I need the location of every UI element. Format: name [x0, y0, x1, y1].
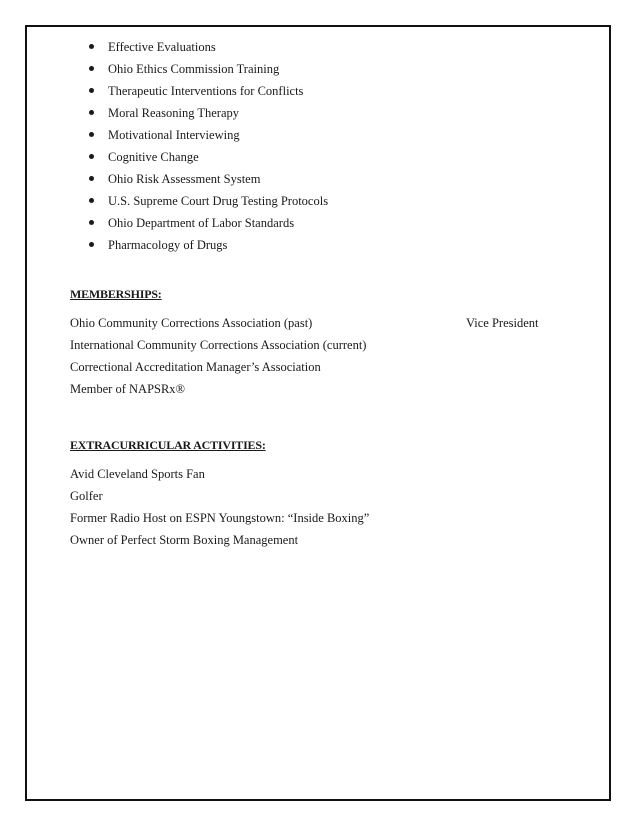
bullet-icon — [89, 176, 94, 181]
activity-item: Golfer — [70, 489, 103, 503]
extracurricular-heading: EXTRACURRICULAR ACTIVITIES: — [70, 438, 266, 452]
list-item — [80, 234, 328, 256]
membership-text: Ohio Community Corrections Association (past) — [70, 316, 313, 330]
membership-text: Correctional Accreditation Manager’s Association — [70, 360, 321, 374]
bullet-icon — [89, 242, 94, 247]
list-item — [80, 80, 328, 102]
skill-text: Effective Evaluations — [108, 40, 216, 54]
bullet-icon — [89, 66, 94, 71]
membership-item — [70, 334, 366, 356]
bullet-icon — [89, 154, 94, 159]
membership-item — [70, 356, 366, 378]
activity-item: Owner of Perfect Storm Boxing Management — [70, 533, 299, 547]
list-item — [80, 146, 328, 168]
membership-text: Member of NAPSRx® — [70, 382, 186, 396]
bullet-icon — [89, 220, 94, 225]
list-item — [80, 124, 328, 146]
extracurricular-list — [70, 463, 369, 551]
skill-text: Ohio Ethics Commission Training — [108, 62, 280, 76]
skills-list — [80, 36, 328, 256]
bullet-icon — [89, 198, 94, 203]
skill-text: Moral Reasoning Therapy — [108, 106, 239, 120]
skill-text: Pharmacology of Drugs — [108, 238, 228, 252]
activity-item: Avid Cleveland Sports Fan — [70, 467, 205, 481]
list-item — [80, 36, 328, 58]
membership-role: Vice President — [466, 316, 539, 330]
memberships-heading: MEMBERSHIPS: — [70, 287, 162, 301]
skill-text: Ohio Risk Assessment System — [108, 172, 261, 186]
skill-text: U.S. Supreme Court Drug Testing Protocols — [108, 194, 329, 208]
list-item — [80, 58, 328, 80]
bullet-icon — [89, 88, 94, 93]
membership-item — [70, 312, 539, 334]
list-item — [80, 190, 328, 212]
bullet-icon — [89, 110, 94, 115]
skill-text: Therapeutic Interventions for Conflicts — [108, 84, 304, 98]
activity-item: Former Radio Host on ESPN Youngstown: “Inside Boxing” — [70, 511, 370, 525]
skill-text: Motivational Interviewing — [108, 128, 240, 142]
skill-text: Cognitive Change — [108, 150, 199, 164]
membership-text: International Community Corrections Association (current) — [70, 338, 367, 352]
membership-item — [70, 378, 366, 400]
list-item — [80, 102, 328, 124]
list-item — [80, 212, 328, 234]
bullet-icon — [89, 44, 94, 49]
bullet-icon — [89, 132, 94, 137]
list-item — [80, 168, 328, 190]
skill-text: Ohio Department of Labor Standards — [108, 216, 295, 230]
memberships-list — [70, 312, 539, 400]
